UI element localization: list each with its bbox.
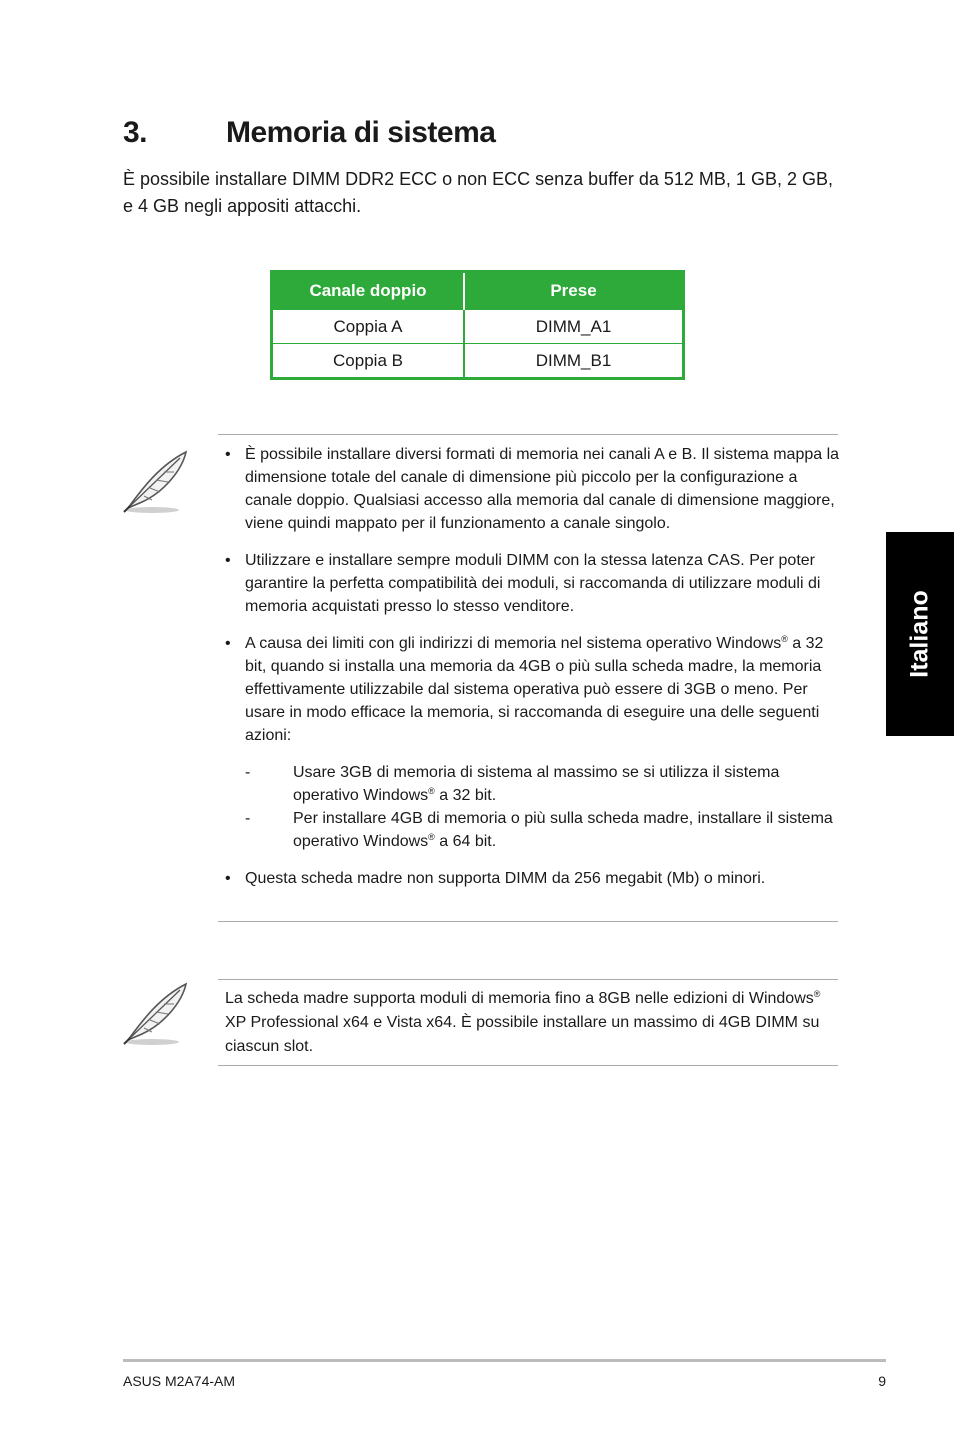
footer-rule bbox=[123, 1359, 886, 1362]
table-cell-socket: DIMM_B1 bbox=[464, 344, 684, 379]
dash: - bbox=[245, 810, 251, 827]
note-text-part: La scheda madre supporta moduli di memoria fino a 8GB nelle edizioni di Windows bbox=[225, 990, 814, 1007]
sub-item-text: a 32 bit. bbox=[434, 787, 497, 804]
bullet: • bbox=[225, 552, 231, 569]
table-header-sockets: Prese bbox=[464, 272, 684, 310]
note-top-rule bbox=[218, 434, 838, 435]
registered-mark: ® bbox=[781, 634, 788, 644]
note-feather-icon bbox=[120, 448, 192, 516]
page-number: 9 bbox=[878, 1373, 886, 1389]
table-cell-socket: DIMM_A1 bbox=[464, 310, 684, 344]
note-bottom-rule bbox=[218, 1065, 838, 1066]
note-item bbox=[225, 867, 840, 890]
table-header-row bbox=[272, 272, 684, 310]
note-item-text: Utilizzare e installare sempre moduli DIMM con la stessa latenza CAS. Per poter garantire la perfetta compatibilità dei moduli, si raccomanda di utilizzare moduli di memoria acquistati presso lo stesso venditore. bbox=[245, 552, 821, 615]
intro-paragraph: È possibile installare DIMM DDR2 ECC o non ECC senza buffer da 512 MB, 1 GB, 2 GB, e 4 GB negli appositi attacchi. bbox=[123, 169, 833, 216]
language-tab-label: Italiano bbox=[905, 590, 934, 678]
note-item-text: A causa dei limiti con gli indirizzi di memoria nel sistema operativo Windows bbox=[245, 635, 782, 652]
sub-list bbox=[245, 761, 840, 853]
bullet: • bbox=[225, 870, 231, 887]
table-row bbox=[272, 310, 684, 344]
dual-channel-table bbox=[270, 270, 685, 380]
table-cell-pair: Coppia B bbox=[272, 344, 465, 379]
note-feather-icon bbox=[120, 980, 192, 1048]
table-header-channel: Canale doppio bbox=[272, 272, 465, 310]
sub-item-text: Per installare 4GB di memoria o più sulla scheda madre, installare il sistema operativo Windows bbox=[293, 810, 833, 850]
registered-mark: ® bbox=[428, 832, 435, 842]
note-item-text: Questa scheda madre non supporta DIMM da 256 megabit (Mb) o minori. bbox=[245, 870, 766, 887]
language-tab bbox=[886, 532, 954, 736]
section-title: Memoria di sistema bbox=[226, 116, 496, 149]
table-row bbox=[272, 344, 684, 379]
table-cell-pair: Coppia A bbox=[272, 310, 465, 344]
sub-item bbox=[245, 761, 840, 807]
note-text bbox=[225, 987, 840, 1059]
note-item-text: È possibile installare diversi formati di memoria nei canali A e B. Il sistema mappa la dimensione totale del canale di dimensione più piccolo per la configurazione a canale doppio. Qualsiasi accesso alla memoria dal canale di dimensione maggiore, viene quindi mappato per il funzionamento a canale singolo. bbox=[245, 446, 840, 532]
note-top-rule bbox=[218, 979, 838, 980]
note-item bbox=[225, 443, 840, 535]
note-item bbox=[225, 632, 840, 853]
registered-mark: ® bbox=[813, 989, 821, 999]
note-list bbox=[225, 443, 840, 904]
sub-item-text: Usare 3GB di memoria di sistema al massimo se si utilizza il sistema operativo Windows bbox=[293, 764, 780, 804]
note-item bbox=[225, 549, 840, 618]
note-text-part: XP Professional x64 e Vista x64. È possibile installare un massimo di 4GB DIMM su ciascun slot. bbox=[225, 1014, 820, 1055]
note-bottom-rule bbox=[218, 921, 838, 922]
bullet: • bbox=[225, 635, 231, 652]
section-heading bbox=[123, 116, 495, 150]
registered-mark: ® bbox=[428, 786, 435, 796]
sub-item-text: a 64 bit. bbox=[434, 833, 497, 850]
footer-product: ASUS M2A74-AM bbox=[123, 1373, 236, 1389]
bullet: • bbox=[225, 446, 231, 463]
note-item-text: a 32 bit, quando si installa una memoria da 4GB o più sulla scheda madre, la memoria effettivamente utilizzabile dal sistema operativa può essere di 3GB o meno. Per usare in modo efficace la memoria, si raccomanda di eseguire una delle seguenti azioni: bbox=[245, 635, 824, 744]
section-number: 3. bbox=[123, 116, 148, 149]
sub-item bbox=[245, 807, 840, 853]
dash: - bbox=[245, 764, 251, 781]
